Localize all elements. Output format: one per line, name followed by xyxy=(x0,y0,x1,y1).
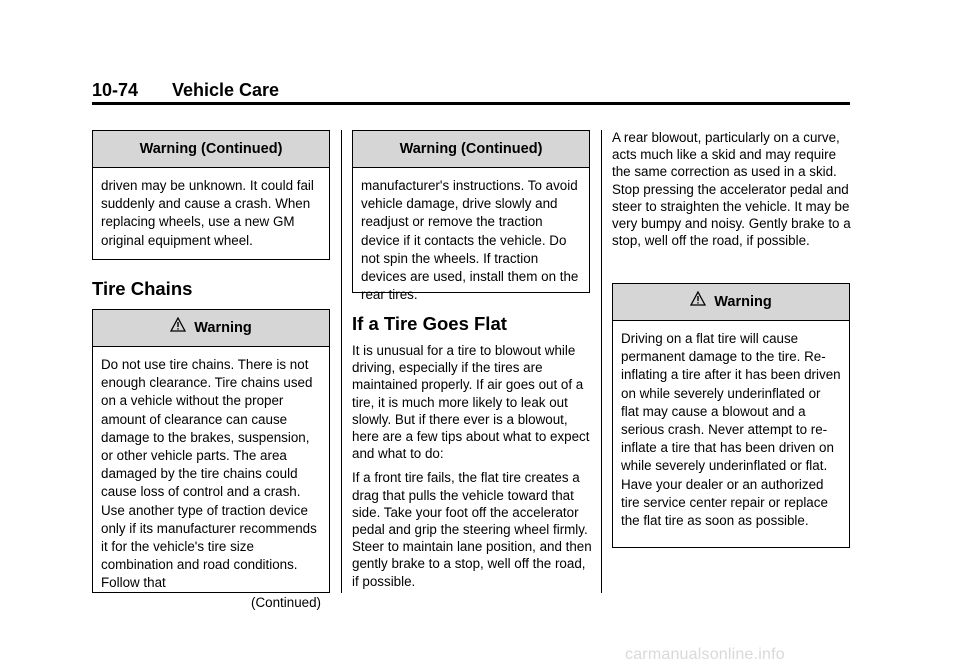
section-heading: Tire Chains xyxy=(92,278,193,299)
paragraph: It is unusual for a tire to blowout while driving, especially if the tires are maintained properly. If air goes out of a tire, it is much more likely to leak out slowly. But if there ever is a blowout, here are a few tips about what to expect and what to do: xyxy=(352,343,590,462)
watermark: carmanualsonline.info xyxy=(625,646,785,663)
page-number: 10-74 xyxy=(92,80,139,100)
section-title: Vehicle Care xyxy=(172,80,280,100)
warning-header xyxy=(93,310,329,347)
warning-header xyxy=(613,284,849,321)
body-text xyxy=(352,342,592,597)
paragraph: A rear blowout, particularly on a curve, acts much like a skid and may require the same correction as used in a skid. Stop pressing the accelerator pedal and steer to straighten the vehicle. It may be very bumpy and noisy. Gently brake to a stop, well off the road, if possible. xyxy=(612,130,851,249)
warning-title: Warning xyxy=(194,320,252,336)
warning-text: Do not use tire chains. There is not enough clearance. Tire chains used on a vehicle without the proper amount of clearance can cause damage to the brakes, suspension, or other vehicle parts. The area damaged by the tire chains could cause loss of control and a crash. Use another type of traction device only if its manufacturer recommends it for the vehicle's tire size combination and road conditions. Follow that xyxy=(101,357,317,591)
warning-continued-box xyxy=(92,130,330,260)
warning-triangle-icon xyxy=(170,310,186,346)
warning-title: Warning xyxy=(714,294,772,310)
warning-title: Warning (Continued) xyxy=(139,141,283,157)
warning-title: Warning (Continued) xyxy=(399,141,543,157)
continued-label: (Continued) xyxy=(251,594,321,610)
section-heading: If a Tire Goes Flat xyxy=(352,313,507,334)
paragraph: If a front tire fails, the flat tire creates a drag that pulls the vehicle toward that side. Take your foot off the accelerator pedal and grip the steering wheel firmly. Steer to maintain lane position, and then gently brake to a stop, well off the road, if possible. xyxy=(352,470,592,589)
warning-continued-box xyxy=(352,130,590,303)
warning-box xyxy=(612,283,850,548)
warning-text: manufacturer's instructions. To avoid vehicle damage, drive slowly and readjust or remove the traction device if it contacts the vehicle. Do not spin the wheels. If traction devices are used, install them on the rear tires. xyxy=(361,178,579,303)
body-text xyxy=(612,129,852,256)
header-rule xyxy=(92,102,850,105)
warning-header xyxy=(353,131,589,168)
warning-box xyxy=(92,309,330,610)
column-divider xyxy=(341,130,342,593)
warning-text: driven may be unknown. It could fail suddenly and cause a crash. When replacing wheels, use a new GM original equipment wheel. xyxy=(101,178,314,248)
column-divider xyxy=(601,130,602,593)
warning-triangle-icon xyxy=(690,284,706,320)
warning-header xyxy=(93,131,329,168)
warning-text: Driving on a flat tire will cause permanent damage to the tire. Re-inflating a tire after it has been driven on while severely underinflated or flat may cause a blowout and a serious crash. Never attempt to re-inflate a tire that has been driven on while severely underinflated or flat. Have your dealer or an authorized tire service center repair or replace the flat tire as soon as possible. xyxy=(621,331,841,529)
